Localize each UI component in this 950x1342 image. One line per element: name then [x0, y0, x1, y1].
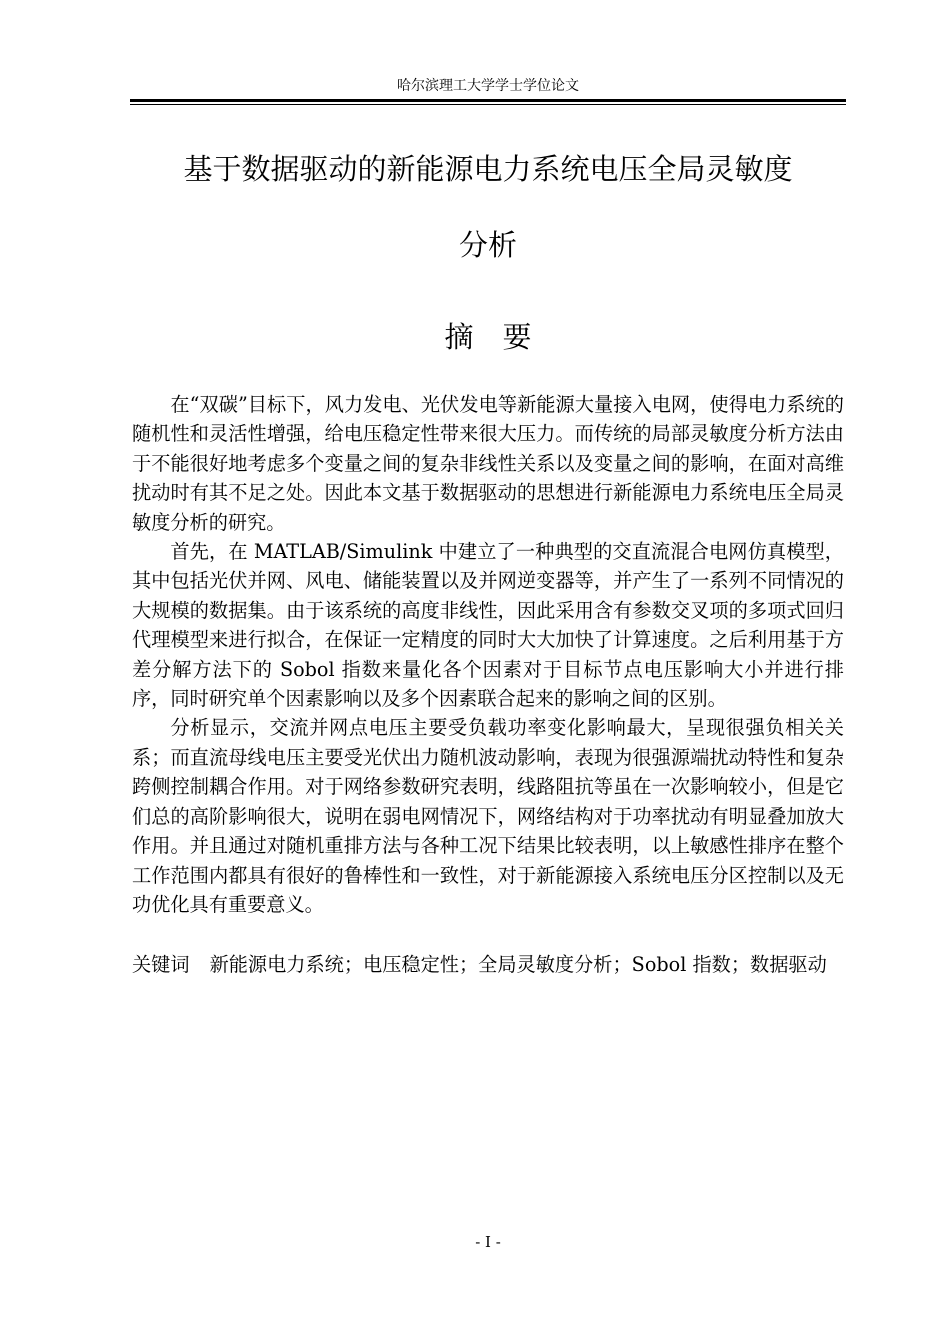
keywords-text: 新能源电力系统；电压稳定性；全局灵敏度分析；Sobol 指数；数据驱动	[209, 953, 827, 976]
abstract-body	[132, 390, 844, 919]
abstract-paragraph-3: 分析显示，交流并网点电压主要受负载功率变化影响最大，呈现很强负相关关系；而直流母线电压主要受光伏出力随机波动影响，表现为很强源端扰动特性和复杂跨侧控制耦合作用。对于网络参数研究表明，线路阻抗等虽在一次影响较小，但是它们总的高阶影响很大，说明在弱电网情况下，网络结构对于功率扰动有明显叠加放大作用。并且通过对随机重排方法与各种工况下结果比较表明，以上敏感性排序在整个工作范围内都具有很好的鲁棒性和一致性，对于新能源接入系统电压分区控制以及无功优化具有重要意义。	[132, 716, 844, 916]
keywords-label: 关键词	[132, 953, 190, 976]
thesis-title-line-1: 基于数据驱动的新能源电力系统电压全局灵敏度	[183, 152, 793, 186]
abstract-paragraph-2: 首先，在 MATLAB/Simulink 中建立了一种典型的交直流混合电网仿真模型，其中包括光伏并网、风电、储能装置以及并网逆变器等，并产生了一系列不同情况的大规模的数据集。由于该系统的高度非线性，因此采用含有参数交叉项的多项式回归代理模型来进行拟合，在保证一定精度的同时大大加快了计算速度。之后利用基于方差分解方法下的 Sobol 指数来量化各个因素对于目标节点电压影响大小并进行排序，同时研究单个因素影响以及多个因素联合起来的影响之间的区别。	[132, 540, 844, 711]
thesis-title	[120, 150, 856, 264]
keywords-block	[132, 950, 844, 979]
thesis-title-line-2: 分析	[458, 228, 517, 262]
page-number: - I -	[475, 1233, 501, 1251]
header-rule-thin	[130, 104, 846, 105]
abstract-heading: 摘 要	[444, 320, 532, 354]
abstract-paragraph-1: 在“双碳”目标下，风力发电、光伏发电等新能源大量接入电网，使得电力系统的随机性和灵活性增强，给电压稳定性带来很大压力。而传统的局部灵敏度分析方法由于不能很好地考虑多个变量之间的复杂非线性关系以及变量之间的影响，在面对高维扰动时有其不足之处。因此本文基于数据驱动的思想进行新能源电力系统电压全局灵敏度分析的研究。	[132, 393, 844, 534]
running-header: 哈尔滨理工大学学士学位论文	[397, 78, 579, 94]
header-rule-thick	[130, 99, 846, 102]
